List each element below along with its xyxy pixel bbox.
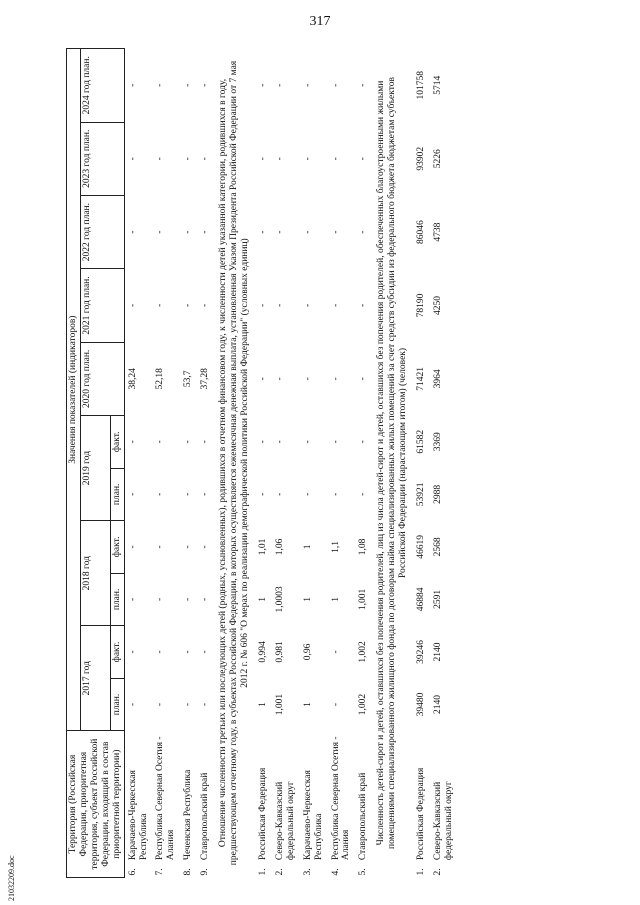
territory-name: Северо-Кавказский федеральный округ bbox=[432, 781, 454, 861]
value-cell: - bbox=[200, 545, 211, 549]
value-cell: 39480 bbox=[416, 692, 427, 717]
table-row bbox=[124, 49, 152, 878]
value-cell: - bbox=[302, 303, 313, 308]
value-cell: 78190 bbox=[416, 293, 427, 318]
year-2024-header: 2024 год план. bbox=[80, 49, 124, 123]
value-cell: - bbox=[302, 377, 313, 381]
value-cell: 37,28 bbox=[200, 368, 211, 390]
value-cell: - bbox=[330, 440, 341, 444]
value-cell: 2140 bbox=[432, 695, 443, 715]
value-cell: 71421 bbox=[416, 366, 427, 391]
value-cell: - bbox=[200, 492, 211, 496]
value-cell: - bbox=[330, 83, 341, 87]
table-row bbox=[430, 49, 458, 878]
year-2019-header: 2019 год bbox=[80, 416, 110, 521]
fact-header: факт. bbox=[110, 416, 124, 469]
value-cell: - bbox=[127, 702, 138, 707]
value-cell: - bbox=[183, 440, 194, 444]
value-cell: - bbox=[257, 230, 268, 234]
value-cell: - bbox=[200, 440, 211, 444]
value-cell: - bbox=[358, 303, 369, 308]
value-cell: 3369 bbox=[432, 432, 443, 452]
value-cell: - bbox=[155, 230, 166, 234]
value-cell: - bbox=[127, 303, 138, 308]
territory-name: Республика Северная Осетия - Алания bbox=[155, 736, 177, 861]
value-cell: - bbox=[358, 83, 369, 87]
value-cell: - bbox=[200, 83, 211, 87]
territory-name: Чеченская Республика bbox=[183, 769, 194, 861]
value-cell: - bbox=[183, 157, 194, 161]
value-cell: 1,08 bbox=[358, 538, 369, 556]
value-cell: 46619 bbox=[416, 535, 427, 559]
plan-header: план. bbox=[110, 573, 124, 626]
year-2018-header: 2018 год bbox=[80, 521, 110, 626]
value-cell: - bbox=[330, 492, 341, 496]
value-cell: 1,1 bbox=[330, 540, 341, 553]
value-cell: - bbox=[200, 650, 211, 654]
value-cell: - bbox=[200, 157, 211, 161]
value-cell: - bbox=[127, 157, 138, 161]
value-cell: - bbox=[155, 83, 166, 87]
year-2021-header: 2021 год план. bbox=[80, 269, 124, 342]
value-cell: 2988 bbox=[432, 484, 443, 504]
value-cell: - bbox=[200, 230, 211, 234]
value-cell: - bbox=[257, 377, 268, 381]
value-cell: 46884 bbox=[416, 587, 427, 612]
value-cell: - bbox=[358, 157, 369, 161]
year-2023-header: 2023 год план. bbox=[80, 122, 124, 195]
section-title-row bbox=[372, 49, 413, 878]
value-cell: - bbox=[183, 230, 194, 234]
value-cell: 53921 bbox=[416, 482, 427, 507]
value-cell: 101758 bbox=[416, 71, 427, 100]
row-index: 8. bbox=[183, 868, 194, 876]
document-id: 21032209.doc bbox=[7, 855, 16, 901]
plan-header: план. bbox=[110, 678, 124, 731]
page-number: 317 bbox=[309, 14, 331, 29]
value-cell: - bbox=[358, 440, 369, 444]
value-cell: 0,96 bbox=[302, 643, 313, 661]
value-cell: 1,002 bbox=[358, 693, 369, 716]
table-row bbox=[300, 49, 328, 878]
row-index: 6. bbox=[127, 868, 138, 876]
value-cell: 1 bbox=[257, 702, 268, 707]
value-cell: - bbox=[274, 377, 285, 381]
value-cell: 4738 bbox=[432, 222, 443, 242]
value-cell: 0,994 bbox=[257, 641, 268, 663]
value-cell: - bbox=[155, 492, 166, 496]
value-cell: 38,24 bbox=[127, 368, 138, 390]
table-row bbox=[255, 49, 272, 878]
value-cell: - bbox=[183, 83, 194, 87]
value-cell: - bbox=[183, 303, 194, 308]
indicators-group-header: Значения показателей (индикаторов) bbox=[67, 49, 81, 731]
value-cell: - bbox=[302, 440, 313, 444]
value-cell: 1 bbox=[330, 597, 341, 602]
value-cell: - bbox=[183, 545, 194, 549]
row-index: 2. bbox=[274, 868, 285, 876]
rotated-table-container bbox=[66, 48, 576, 878]
territory-name: Республика Северная Осетия - Алания bbox=[330, 736, 352, 861]
fact-header: факт. bbox=[110, 521, 124, 574]
value-cell: - bbox=[127, 440, 138, 444]
value-cell: 1 bbox=[257, 597, 268, 602]
territory-name: Ставропольский край bbox=[358, 772, 369, 861]
section-title-row bbox=[214, 49, 255, 878]
value-cell: 1,001 bbox=[358, 588, 369, 611]
value-cell: - bbox=[257, 157, 268, 161]
value-cell: - bbox=[127, 545, 138, 549]
value-cell: 5226 bbox=[432, 149, 443, 169]
value-cell: 2568 bbox=[432, 537, 443, 557]
value-cell: 53,7 bbox=[183, 370, 194, 388]
value-cell: - bbox=[358, 492, 369, 496]
value-cell: - bbox=[155, 597, 166, 601]
value-cell: 1,06 bbox=[274, 538, 285, 556]
value-cell: - bbox=[330, 650, 341, 654]
row-index: 1. bbox=[416, 868, 427, 876]
section-title: Отношение численности третьих или последующих детей (родных, усыновленных), родившихся в отчетном финансовом году, к численности детей указанной категории, родившихся в году, предшествующем отчетному году, в субъектах Российской Федерации, в которых осуществляется ежемесячная денежная выплата, установленная Указом Президента Российской Федерации от 7 мая 2012 г. № 606 "О мерах по реализации демографической политики Российской Федерации" (условных единиц) bbox=[218, 60, 250, 866]
value-cell: - bbox=[330, 157, 341, 161]
value-cell: 1,002 bbox=[358, 641, 369, 663]
value-cell: - bbox=[274, 230, 285, 234]
value-cell: - bbox=[274, 83, 285, 87]
value-cell: 0,981 bbox=[274, 641, 285, 663]
year-2017-header: 2017 год bbox=[80, 626, 110, 731]
value-cell: - bbox=[274, 303, 285, 308]
value-cell: - bbox=[155, 157, 166, 161]
value-cell: - bbox=[155, 440, 166, 444]
territory-header: Территория (Российская Федерация, приоритетная территория, субъект Российской Федерации, входящий в состав приоритетной территории) bbox=[67, 731, 125, 878]
table-row bbox=[328, 49, 356, 878]
value-cell: 2140 bbox=[432, 642, 443, 662]
value-cell: - bbox=[302, 157, 313, 161]
value-cell: - bbox=[330, 377, 341, 381]
year-2020-header: 2020 год план. bbox=[80, 342, 124, 415]
value-cell: - bbox=[302, 230, 313, 234]
table-row bbox=[413, 49, 430, 878]
fact-header: факт. bbox=[110, 626, 124, 679]
territory-name: Российская Федерация bbox=[416, 767, 427, 861]
value-cell: - bbox=[274, 157, 285, 161]
value-cell: 1,0003 bbox=[274, 586, 285, 613]
value-cell: - bbox=[155, 650, 166, 654]
value-cell: - bbox=[330, 230, 341, 234]
value-cell: 3964 bbox=[432, 369, 443, 389]
value-cell: - bbox=[302, 492, 313, 496]
value-cell: - bbox=[358, 377, 369, 381]
value-cell: 1 bbox=[302, 702, 313, 707]
plan-header: план. bbox=[110, 468, 124, 521]
territory-name: Северо-Кавказский федеральный округ bbox=[274, 781, 296, 861]
section-title: Численность детей-сирот и детей, оставшихся без попечения родителей, лиц из числа детей-сирот и детей, оставшихся без попечения родителей, обеспеченных благоустроенными жилыми помещениями специализированного жилищного фонда по договорам найма специализированных жилых помещений за счет средств субсидии из федерального бюджета бюджетам субъектов Российской Федерации (нарастающим итогом) (человек) bbox=[376, 77, 409, 849]
indicators-table bbox=[66, 48, 458, 878]
value-cell: 61582 bbox=[416, 429, 427, 454]
value-cell: 1,001 bbox=[274, 693, 285, 716]
territory-name: Карачаево-Черкесская Республика bbox=[302, 770, 324, 861]
table-row bbox=[272, 49, 300, 878]
row-index: 2. bbox=[432, 868, 443, 876]
value-cell: - bbox=[200, 702, 211, 707]
row-index: 5. bbox=[358, 868, 369, 876]
value-cell: 39246 bbox=[416, 640, 427, 664]
value-cell: - bbox=[127, 230, 138, 234]
value-cell: 52,18 bbox=[155, 368, 166, 390]
value-cell: - bbox=[127, 597, 138, 601]
table-row bbox=[152, 49, 180, 878]
table-body bbox=[124, 49, 458, 878]
territory-name: Карачаево-Черкесская Республика bbox=[127, 770, 149, 861]
row-index: 7. bbox=[155, 868, 166, 876]
value-cell: - bbox=[257, 303, 268, 308]
value-cell: 5714 bbox=[432, 75, 443, 95]
value-cell: - bbox=[257, 440, 268, 444]
year-2022-header: 2022 год план. bbox=[80, 195, 124, 268]
table-row bbox=[355, 49, 372, 878]
value-cell: 1 bbox=[302, 597, 313, 602]
value-cell: 4250 bbox=[432, 295, 443, 315]
row-index: 4. bbox=[330, 868, 341, 876]
value-cell: - bbox=[330, 303, 341, 308]
value-cell: - bbox=[183, 597, 194, 601]
value-cell: - bbox=[302, 83, 313, 87]
value-cell: - bbox=[200, 303, 211, 308]
value-cell: 86046 bbox=[416, 220, 427, 244]
value-cell: - bbox=[358, 230, 369, 234]
value-cell: - bbox=[257, 492, 268, 496]
territory-name: Российская Федерация bbox=[257, 767, 268, 861]
value-cell: - bbox=[274, 492, 285, 496]
value-cell: - bbox=[155, 303, 166, 308]
value-cell: - bbox=[155, 702, 166, 707]
value-cell: - bbox=[127, 83, 138, 87]
value-cell: 93902 bbox=[416, 146, 427, 171]
value-cell: - bbox=[257, 83, 268, 87]
value-cell: - bbox=[183, 702, 194, 707]
value-cell: - bbox=[127, 650, 138, 654]
territory-name: Ставропольский край bbox=[200, 772, 211, 861]
row-index: 3. bbox=[302, 868, 313, 876]
value-cell: - bbox=[155, 545, 166, 549]
value-cell: 2591 bbox=[432, 589, 443, 609]
row-index: 9. bbox=[200, 868, 211, 876]
value-cell: - bbox=[274, 440, 285, 444]
value-cell: - bbox=[200, 597, 211, 601]
table-row bbox=[180, 49, 197, 878]
value-cell: - bbox=[127, 492, 138, 496]
table-row bbox=[197, 49, 214, 878]
value-cell: - bbox=[183, 650, 194, 654]
value-cell: 1 bbox=[302, 544, 313, 550]
value-cell: - bbox=[330, 702, 341, 707]
value-cell: - bbox=[183, 492, 194, 496]
table-header bbox=[67, 49, 125, 878]
row-index: 1. bbox=[257, 868, 268, 876]
value-cell: 1,01 bbox=[257, 538, 268, 556]
